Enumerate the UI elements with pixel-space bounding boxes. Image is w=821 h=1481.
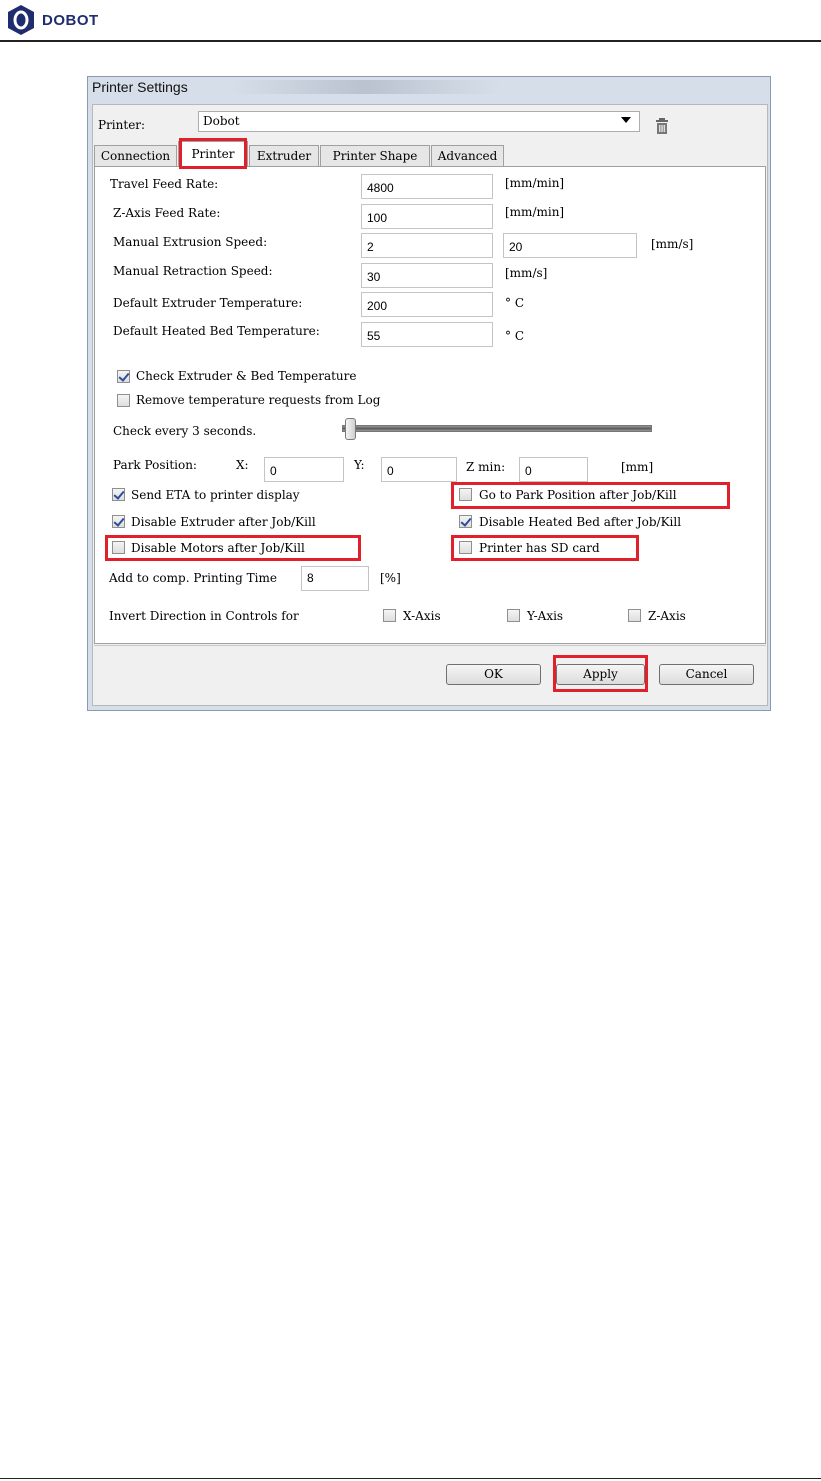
remove-temp-requests-label: Remove temperature requests from Log — [136, 393, 381, 407]
disable-extruder-checkbox[interactable] — [112, 515, 125, 528]
travel-feed-rate-label: Travel Feed Rate: — [110, 177, 219, 191]
disable-heated-bed-checkbox[interactable] — [459, 515, 472, 528]
disable-extruder-label: Disable Extruder after Job/Kill — [131, 515, 316, 529]
tab-printer-shape[interactable]: Printer Shape — [320, 145, 430, 166]
z-axis-feed-rate-unit: [mm/min] — [505, 205, 565, 219]
park-x-input[interactable]: 0 — [264, 457, 344, 482]
park-unit: [mm] — [621, 460, 654, 474]
manual-extrusion-speed-unit: [mm/s] — [651, 237, 694, 251]
printing-time-label: Add to comp. Printing Time — [109, 571, 277, 585]
invert-x-label: X-Axis — [403, 609, 441, 623]
cancel-button[interactable]: Cancel — [659, 664, 754, 685]
z-axis-feed-rate-label: Z-Axis Feed Rate: — [113, 206, 221, 220]
invert-z-checkbox[interactable] — [628, 609, 641, 622]
invert-x-checkbox[interactable] — [383, 609, 396, 622]
manual-extrusion-speed-max-input[interactable]: 20 — [503, 233, 637, 258]
printing-time-input[interactable]: 8 — [301, 566, 369, 591]
send-eta-label: Send ETA to printer display — [131, 488, 300, 502]
park-zmin-label: Z min: — [466, 460, 506, 474]
check-interval-slider-thumb[interactable] — [345, 418, 356, 440]
tab-advanced[interactable]: Advanced — [431, 145, 504, 166]
tab-connection[interactable]: Connection — [94, 145, 177, 166]
disable-motors-checkbox[interactable] — [112, 541, 125, 554]
default-extruder-temp-unit: ° C — [505, 296, 524, 310]
park-zmin-input[interactable]: 0 — [519, 457, 588, 482]
dialog-title: Printer Settings — [92, 79, 188, 95]
park-position-label: Park Position: — [113, 458, 197, 472]
go-to-park-label: Go to Park Position after Job/Kill — [479, 488, 677, 502]
disable-heated-bed-label: Disable Heated Bed after Job/Kill — [479, 515, 682, 529]
manual-retraction-speed-unit: [mm/s] — [505, 266, 548, 280]
check-temp-checkbox[interactable] — [117, 370, 130, 383]
check-temp-label: Check Extruder & Bed Temperature — [136, 369, 357, 383]
brand-name: DOBOT — [42, 12, 99, 29]
invert-direction-label: Invert Direction in Controls for — [109, 609, 299, 623]
printing-time-unit: [%] — [380, 571, 401, 585]
invert-y-checkbox[interactable] — [507, 609, 520, 622]
default-bed-temp-input[interactable]: 55 — [361, 322, 493, 347]
apply-button[interactable]: Apply — [556, 664, 645, 685]
default-extruder-temp-label: Default Extruder Temperature: — [113, 296, 303, 310]
printer-label: Printer: — [98, 118, 146, 132]
manual-retraction-speed-input[interactable]: 30 — [361, 263, 493, 288]
default-bed-temp-unit: ° C — [505, 329, 524, 343]
has-sd-card-checkbox[interactable] — [459, 541, 472, 554]
invert-z-label: Z-Axis — [648, 609, 686, 623]
footer-divider — [0, 1478, 821, 1479]
background-window-title-blur — [230, 80, 500, 94]
check-interval-label: Check every 3 seconds. — [113, 424, 257, 438]
disable-motors-label: Disable Motors after Job/Kill — [131, 541, 305, 555]
park-y-label: Y: — [354, 458, 365, 472]
travel-feed-rate-input[interactable]: 4800 — [361, 174, 493, 199]
manual-extrusion-speed-input[interactable]: 2 — [361, 233, 493, 258]
go-to-park-checkbox[interactable] — [459, 488, 472, 501]
remove-temp-requests-checkbox[interactable] — [117, 394, 130, 407]
tab-printer[interactable]: Printer — [178, 141, 248, 167]
manual-retraction-speed-label: Manual Retraction Speed: — [113, 264, 273, 278]
invert-y-label: Y-Axis — [527, 609, 564, 623]
travel-feed-rate-unit: [mm/min] — [505, 176, 565, 190]
park-y-input[interactable]: 0 — [381, 457, 457, 482]
default-extruder-temp-input[interactable]: 200 — [361, 292, 493, 317]
chevron-down-icon[interactable] — [621, 117, 631, 123]
printer-select[interactable] — [198, 111, 640, 132]
ok-button[interactable]: OK — [446, 664, 541, 685]
manual-extrusion-speed-label: Manual Extrusion Speed: — [113, 235, 268, 249]
printer-select-value: Dobot — [203, 114, 240, 128]
default-bed-temp-label: Default Heated Bed Temperature: — [113, 324, 320, 338]
park-x-label: X: — [236, 458, 249, 472]
check-interval-slider-track[interactable] — [342, 425, 652, 432]
header-divider — [0, 40, 821, 42]
send-eta-checkbox[interactable] — [112, 488, 125, 501]
dobot-logo-icon — [6, 4, 36, 36]
z-axis-feed-rate-input[interactable]: 100 — [361, 204, 493, 229]
trash-icon[interactable] — [655, 118, 669, 134]
has-sd-card-label: Printer has SD card — [479, 541, 600, 555]
tab-extruder[interactable]: Extruder — [249, 145, 319, 166]
